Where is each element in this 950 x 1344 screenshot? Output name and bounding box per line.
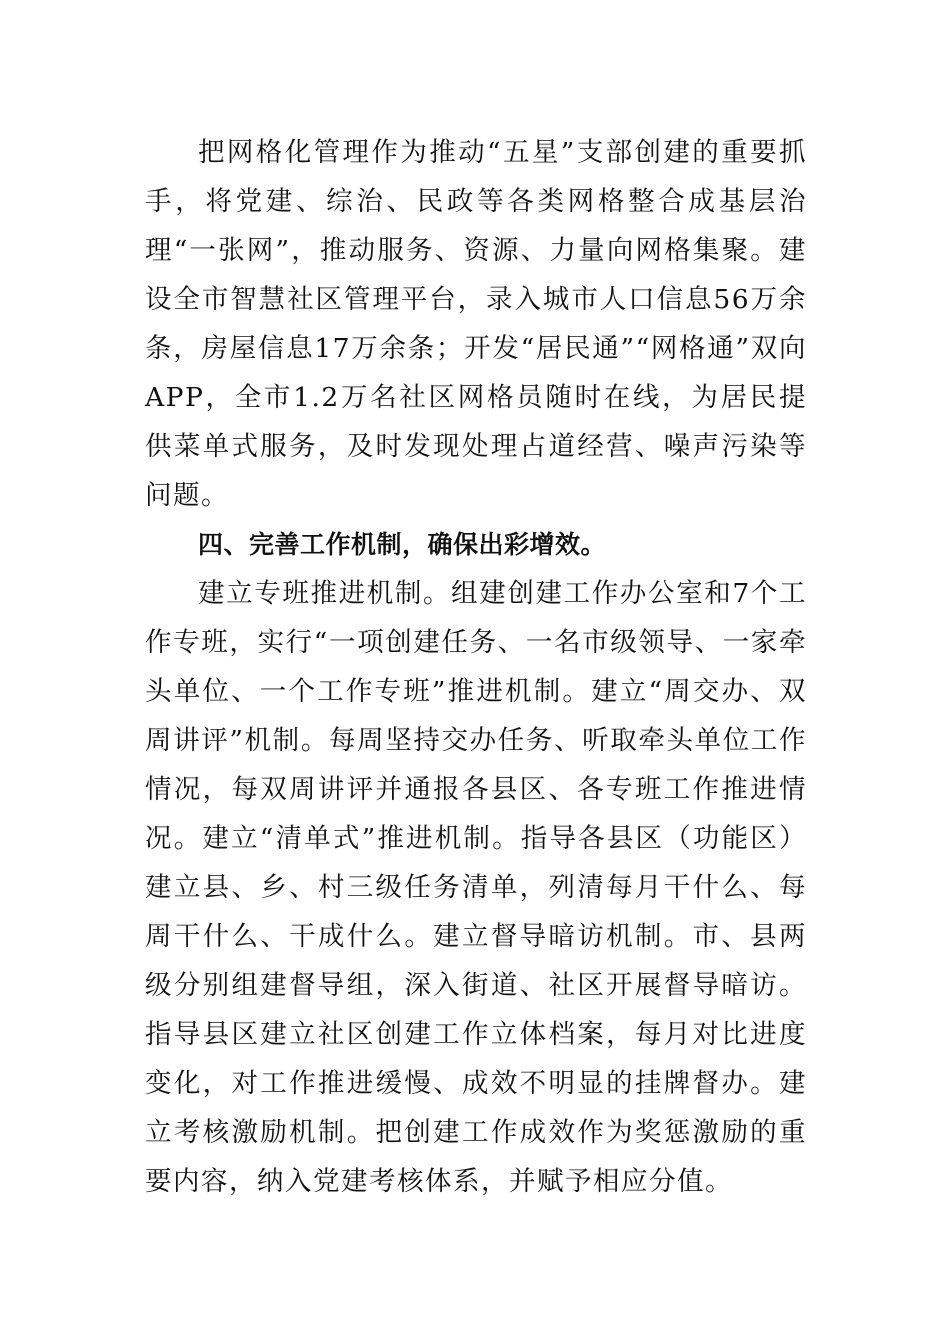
section-heading-4: 四、完善工作机制，确保出彩增效。 bbox=[198, 530, 607, 559]
paragraph-grid-management: 把网格化管理作为推动“五星”支部创建的重要抓手，将党建、综治、民政等各类网格整合成基层治理“一张网”，推动服务、资源、力量向网格集聚。建设全市智慧社区管理平台，录入城市人口信息56万余条，房屋信息17万余条；开发“居民通”“网格通”双向APP，全市1.2万名社区网格员随时在线，为居民提供菜单式服务，及时发现处理占道经营、噪声污染等问题。 bbox=[145, 137, 807, 511]
paragraph-work-mechanism: 建立专班推进机制。组建创建工作办公室和7个工作专班，实行“一项创建任务、一名市级领导、一家牵头单位、一个工作专班”推进机制。建立“周交办、双周讲评”机制。每周坚持交办任务、听取牵头单位工作情况，每双周讲评并通报各县区、各专班工作推进情况。建立“清单式”推进机制。指导各县区（功能区）建立县、乡、村三级任务清单，列清每月干什么、每周干什么、干成什么。建立督导暗访机制。市、县两级分别组建督导组，深入街道、社区开展督导暗访。指导县区建立社区创建工作立体档案，每月对比进度变化，对工作推进缓慢、成效不明显的挂牌督办。建立考核激励机制。把创建工作成效作为奖惩激励的重要内容，纳入党建考核体系，并赋予相应分值。 bbox=[145, 578, 807, 1197]
document-body bbox=[145, 128, 807, 1206]
